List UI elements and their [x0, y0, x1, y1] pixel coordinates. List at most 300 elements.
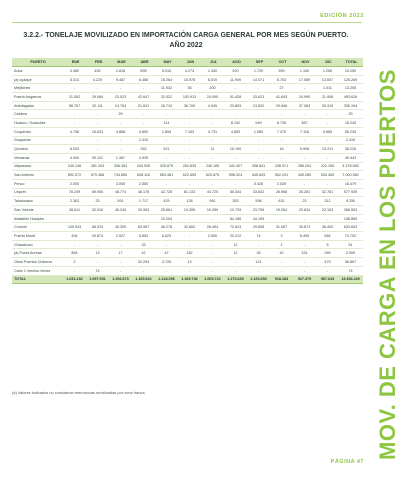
table-cell: - — [87, 179, 110, 188]
table-cell: - — [317, 136, 340, 145]
port-name-cell: Arica — [12, 67, 64, 76]
table-cell: 74 — [87, 266, 110, 275]
table-cell: 13.607 — [317, 75, 340, 84]
table-cell: 2.410 — [340, 136, 363, 145]
table-cell: - — [110, 240, 133, 249]
table-cell: 4.853 — [225, 127, 248, 136]
table-cell: 72.613 — [225, 223, 248, 232]
port-name-cell: Guayacán — [12, 136, 64, 145]
edition-label: EDICIÓN 2022 — [320, 13, 364, 19]
table-cell: - — [225, 84, 248, 93]
table-cell: 4.229 — [87, 75, 110, 84]
total-cell: 1.218.396 — [156, 275, 179, 284]
table-cell: 2 — [64, 258, 87, 267]
table-cell: - — [133, 110, 156, 119]
table-cell: 121 — [248, 258, 271, 267]
table-cell: 4.798 — [64, 127, 87, 136]
port-name-cell: Coronel — [12, 223, 64, 232]
table-cell: 352 — [133, 145, 156, 154]
port-name-cell: Penco — [12, 179, 64, 188]
table-cell: 895 — [133, 67, 156, 76]
table-cell: - — [202, 240, 225, 249]
table-cell: - — [87, 110, 110, 119]
table-cell: - — [133, 119, 156, 128]
port-name-cell: Puerto Montt — [12, 232, 64, 241]
table-row — [12, 232, 363, 241]
table-cell: - — [248, 84, 271, 93]
table-cell: 358.841 — [248, 162, 271, 171]
table-cell: 11.949 — [225, 75, 248, 84]
table-cell: 3 — [271, 232, 294, 241]
table-cell: 39.122 — [87, 153, 110, 162]
table-cell: 633.603 — [340, 223, 363, 232]
table-cell: - — [110, 119, 133, 128]
table-cell: 109.943 — [64, 223, 87, 232]
table-cell: 41.643 — [271, 93, 294, 102]
table-cell: 5.703 — [271, 75, 294, 84]
table-cell: 182 — [179, 249, 202, 258]
table-row — [12, 110, 363, 119]
table-cell: - — [202, 179, 225, 188]
table-cell: 949 — [248, 119, 271, 128]
table-cell: 367 — [294, 119, 317, 128]
table-cell: - — [225, 266, 248, 275]
table-cell: - — [271, 266, 294, 275]
table-cell: 48.774 — [110, 188, 133, 197]
table-row — [12, 127, 363, 136]
table-cell: 19.264 — [271, 206, 294, 215]
table-cell: - — [317, 179, 340, 188]
table-cell: 32.662 — [179, 223, 202, 232]
table-cell: 653.481 — [156, 171, 179, 180]
table-cell: 36.867 — [340, 258, 363, 267]
table-cell: - — [156, 266, 179, 275]
table-cell: 289 — [317, 249, 340, 258]
column-header: JUL — [202, 58, 225, 67]
table-cell: 33.903 — [133, 206, 156, 215]
table-cell: 4.000 — [64, 153, 87, 162]
table-cell: 44.720 — [202, 188, 225, 197]
table-cell: 22.163 — [317, 206, 340, 215]
table-cell: 4.274 — [179, 67, 202, 76]
table-cell: 33.623 — [248, 93, 271, 102]
table-cell: - — [64, 266, 87, 275]
table-cell: 249.146 — [64, 162, 87, 171]
table-cell: 545.625 — [248, 171, 271, 180]
table-cell: 24.250 — [340, 67, 363, 76]
table-cell: 78.249 — [64, 188, 87, 197]
table-cell: - — [110, 258, 133, 267]
table-cell: - — [64, 110, 87, 119]
table-cell: 83.967 — [133, 223, 156, 232]
table-row — [12, 171, 363, 180]
port-name-cell: Antofagasta — [12, 101, 64, 110]
table-cell: 331 — [294, 249, 317, 258]
table-cell: 2.527 — [110, 232, 133, 241]
table-cell: 74 — [340, 266, 363, 275]
table-cell: 222.155 — [317, 162, 340, 171]
table-cell: 3.726 — [156, 258, 179, 267]
table-cell: - — [110, 84, 133, 93]
table-cell: - — [202, 258, 225, 267]
table-cell: 114 — [156, 119, 179, 128]
table-cell: 32.111 — [87, 101, 110, 110]
table-cell: 325.679 — [156, 162, 179, 171]
table-cell: 243.928 — [133, 162, 156, 171]
table-title — [0, 31, 372, 51]
table-cell: - — [202, 153, 225, 162]
table-cell: 4.731 — [202, 127, 225, 136]
table-cell: 1.100 — [294, 67, 317, 76]
table-cell: - — [133, 214, 156, 223]
table-cell: 479 — [317, 258, 340, 267]
table-cell: 23.023 — [110, 93, 133, 102]
table-row — [12, 136, 363, 145]
table-cell: 6.519 — [202, 75, 225, 84]
table-cell: 2.363 — [64, 197, 87, 206]
table-cell: - — [225, 110, 248, 119]
port-name-cell: San Antonio — [12, 171, 64, 180]
table-cell: 42 — [271, 249, 294, 258]
port-name-cell: (a) Punta Arenas — [12, 249, 64, 258]
table-cell: 5.428 — [248, 179, 271, 188]
port-name-cell: Chacabuco — [12, 240, 64, 249]
table-cell: 7.118 — [294, 127, 317, 136]
table-cell: - — [317, 266, 340, 275]
table-cell: 6.623 — [156, 232, 179, 241]
table-cell: 61.133 — [179, 188, 202, 197]
column-header: MAR — [110, 58, 133, 67]
table-cell: 502.201 — [271, 171, 294, 180]
table-title-line-1: 3.2.2.- TONELAJE MOVILIZADO EN IMPORTACIÓN CARGA GENERAL POR MES SEGÚN PUERTO. — [23, 32, 349, 39]
table-cell: 4.850 — [133, 127, 156, 136]
table-row — [12, 240, 363, 249]
port-name-cell: Lirquén — [12, 188, 64, 197]
table-cell: - — [110, 136, 133, 145]
table-cell: 36.700 — [179, 101, 202, 110]
table-cell: 14.071 — [248, 75, 271, 84]
table-cell: - — [202, 214, 225, 223]
table-cell: 1 — [271, 240, 294, 249]
table-row — [12, 197, 363, 206]
port-name-cell: Otros Puertos Chilenos — [12, 258, 64, 267]
table-cell: - — [64, 214, 87, 223]
table-cell: 533.465 — [317, 171, 340, 180]
table-cell: 631 — [271, 197, 294, 206]
table-cell: - — [179, 179, 202, 188]
table-cell: 65.235 — [340, 127, 363, 136]
table-cell: 26.719 — [156, 101, 179, 110]
table-cell: - — [87, 119, 110, 128]
table-cell: 5.015 — [156, 67, 179, 76]
table-cell: - — [64, 136, 87, 145]
table-cell: - — [294, 136, 317, 145]
table-row — [12, 84, 363, 93]
table-cell: - — [87, 145, 110, 154]
column-header: OCT — [271, 58, 294, 67]
table-cell: - — [294, 240, 317, 249]
table-cell: 2.059 — [340, 249, 363, 258]
table-cell: 579.468 — [87, 171, 110, 180]
table-cell: 246.185 — [202, 162, 225, 171]
table-cell: 46.278 — [156, 223, 179, 232]
table-cell: 28 — [248, 249, 271, 258]
total-cell: 927.379 — [294, 275, 317, 284]
table-cell: 2.410 — [133, 136, 156, 145]
table-cell: 24.990 — [294, 93, 317, 102]
table-cell: - — [294, 179, 317, 188]
table-cell: 51.428 — [225, 93, 248, 102]
column-header: TOTAL — [340, 58, 363, 67]
table-row — [12, 75, 363, 84]
table-cell: - — [156, 153, 179, 162]
table-cell: 23 — [294, 197, 317, 206]
table-row — [12, 179, 363, 188]
total-cell: 1.169.746 — [179, 275, 202, 284]
table-cell: 13.211 — [317, 145, 340, 154]
table-cell: 335.194 — [340, 101, 363, 110]
table-cell: 27 — [271, 84, 294, 93]
table-cell: 49.443 — [340, 153, 363, 162]
table-cell: 103.913 — [179, 93, 202, 102]
table-cell: - — [294, 258, 317, 267]
table-cell: 342.407 — [225, 162, 248, 171]
total-cell: 918.183 — [271, 275, 294, 284]
table-cell: 1.729 — [248, 67, 271, 76]
table-cell: 3.378.983 — [340, 162, 363, 171]
table-cell: - — [156, 179, 179, 188]
table-cell: 2.818 — [110, 67, 133, 76]
table-cell: - — [179, 136, 202, 145]
table-cell: 15.633 — [87, 127, 110, 136]
table-cell: 32.022 — [156, 93, 179, 102]
table-cell: 266.553 — [340, 206, 363, 215]
table-cell: 5 — [317, 240, 340, 249]
column-header: ENE — [64, 58, 87, 67]
table-cell: 128 — [179, 197, 202, 206]
total-cell: 1.206.673 — [110, 275, 133, 284]
table-row — [12, 188, 363, 197]
port-name-cell: Huasco / Guacolda — [12, 119, 64, 128]
table-cell: 26.281 — [294, 188, 317, 197]
table-cell: - — [248, 153, 271, 162]
table-cell: 598 — [248, 197, 271, 206]
table-cell: 42.647 — [133, 93, 156, 102]
port-name-cell: Ventanas — [12, 153, 64, 162]
table-cell: 286.294 — [294, 162, 317, 171]
table-cell: 263.835 — [179, 162, 202, 171]
table-cell: 33 — [87, 197, 110, 206]
table-cell: - — [294, 214, 317, 223]
table-cell: 9.487 — [110, 75, 133, 84]
total-cell: 13.354.249 — [340, 275, 363, 284]
total-cell: 1.165.522 — [133, 275, 156, 284]
table-cell: - — [317, 110, 340, 119]
table-cell: 13.832 — [248, 101, 271, 110]
column-header: AGO — [225, 58, 248, 67]
table-row — [12, 145, 363, 154]
table-cell: - — [133, 84, 156, 93]
table-cell: 13.729 — [225, 206, 248, 215]
table-cell: - — [87, 214, 110, 223]
table-row — [12, 214, 363, 223]
table-cell: - — [225, 136, 248, 145]
table-cell: 9.250 — [340, 197, 363, 206]
table-row — [12, 153, 363, 162]
table-cell: 21.908 — [317, 93, 340, 102]
table-cell: - — [294, 110, 317, 119]
table-cell: 15.264 — [156, 75, 179, 84]
port-name-cell: Abastible Hualpén — [12, 214, 64, 223]
table-cell: 7.000.360 — [340, 171, 363, 180]
table-cell: - — [225, 179, 248, 188]
table-cell: 854 — [64, 249, 87, 258]
table-cell: 1.983 — [248, 127, 271, 136]
column-header: MAY — [156, 58, 179, 67]
table-cell: - — [225, 153, 248, 162]
total-cell: 1.097.051 — [87, 275, 110, 284]
column-header: FEB — [87, 58, 110, 67]
table-cell: 33.832 — [248, 188, 271, 197]
table-cell: 22.212 — [225, 232, 248, 241]
table-cell: 50.344 — [225, 188, 248, 197]
table-cell: 959 — [271, 67, 294, 76]
table-cell: - — [64, 119, 87, 128]
table-cell: 2.550 — [133, 179, 156, 188]
table-cell: 38.226 — [340, 145, 363, 154]
total-row — [12, 275, 363, 284]
table-cell: 744.856 — [110, 171, 133, 180]
table-cell: 44.199 — [248, 214, 271, 223]
table-cell: 453 — [87, 67, 110, 76]
table-cell: - — [202, 249, 225, 258]
table-cell: 5.853 — [133, 232, 156, 241]
table-cell: 33 — [133, 240, 156, 249]
table-cell: 47 — [156, 249, 179, 258]
table-cell: 17.089 — [294, 75, 317, 84]
table-cell: 5.669 — [317, 127, 340, 136]
table-cell: 58.757 — [64, 101, 87, 110]
table-cell: 692.572 — [64, 171, 87, 180]
table-cell: 5.908 — [294, 145, 317, 154]
port-name-cell: Coquimbo — [12, 127, 64, 136]
table-row — [12, 119, 363, 128]
table-cell: 19.289 — [202, 206, 225, 215]
table-cell: 4.935 — [133, 153, 156, 162]
table-cell: 13 — [179, 258, 202, 267]
table-cell: 48.178 — [133, 188, 156, 197]
port-name-cell: Caldera — [12, 110, 64, 119]
table-cell: 200 — [202, 84, 225, 93]
table-cell: - — [248, 266, 271, 275]
table-cell: 2.950 — [202, 232, 225, 241]
table-cell: 46.240 — [110, 206, 133, 215]
table-cell: 13 — [87, 249, 110, 258]
table-cell: - — [87, 136, 110, 145]
side-section-title: MOV. DE CARGA EN LOS PUERTOS — [375, 69, 400, 460]
table-cell: 29 — [110, 110, 133, 119]
table-cell: - — [248, 136, 271, 145]
table-cell: - — [133, 266, 156, 275]
table-row — [12, 206, 363, 215]
table-row — [12, 162, 363, 171]
table-cell: 40.309 — [110, 223, 133, 232]
table-cell: 68.033 — [87, 223, 110, 232]
table-cell: - — [156, 136, 179, 145]
column-header: SEP — [248, 58, 271, 67]
column-header: PUERTO — [12, 58, 64, 67]
table-cell: 920 — [225, 67, 248, 76]
table-cell: - — [87, 240, 110, 249]
table-cell: - — [271, 136, 294, 145]
table-cell: 6.735 — [271, 119, 294, 128]
table-row — [12, 258, 363, 267]
table-cell: 35 — [179, 84, 202, 93]
tonnage-table — [12, 58, 363, 284]
table-cell: - — [294, 153, 317, 162]
table-cell: 12 — [225, 249, 248, 258]
table-cell: 1.894 — [156, 127, 179, 136]
table-cell: 29.846 — [271, 101, 294, 110]
table-cell: 25.319 — [317, 101, 340, 110]
table-cell: 18.479 — [340, 179, 363, 188]
table-cell: - — [110, 266, 133, 275]
table-cell: - — [179, 266, 202, 275]
table-cell: 25.661 — [156, 206, 179, 215]
table-cell: - — [156, 240, 179, 249]
port-name-cell: Talcahuano — [12, 197, 64, 206]
column-header: JUN — [179, 58, 202, 67]
table-cell: 32.781 — [317, 188, 340, 197]
column-header: DIC — [317, 58, 340, 67]
table-cell: 8.132 — [225, 119, 248, 128]
table-cell: - — [202, 136, 225, 145]
table-cell: 2.000 — [64, 179, 87, 188]
table-cell: - — [202, 119, 225, 128]
table-cell: - — [248, 145, 271, 154]
table-cell: 8.003 — [64, 145, 87, 154]
table-cell: 312 — [317, 197, 340, 206]
table-cell: 29.984 — [87, 93, 110, 102]
table-cell: 429 — [156, 197, 179, 206]
port-name-cell: Quintero — [12, 145, 64, 154]
table-cell: 2.539 — [271, 179, 294, 188]
column-header: ABR — [133, 58, 156, 67]
table-cell: 74.702 — [340, 232, 363, 241]
port-name-cell: Valparaíso — [12, 162, 64, 171]
table-row — [12, 93, 363, 102]
port-name-cell: (a) Iquique — [12, 75, 64, 84]
table-cell: - — [110, 214, 133, 223]
table-cell: 28.611 — [64, 206, 87, 215]
header-row — [12, 58, 363, 67]
table-cell: 10.190 — [225, 145, 248, 154]
table-cell: 36.400 — [317, 223, 340, 232]
table-cell: 5.495 — [294, 232, 317, 241]
table-cell: - — [179, 153, 202, 162]
table-cell: 26.494 — [202, 223, 225, 232]
table-cell: 493.626 — [340, 93, 363, 102]
table-cell: 24.754 — [110, 101, 133, 110]
table-cell: 39.873 — [294, 223, 317, 232]
table-cell: 29.808 — [248, 223, 271, 232]
table-cell: - — [87, 258, 110, 267]
table-cell: 21 — [202, 145, 225, 154]
table-cell: 20.834 — [294, 206, 317, 215]
port-name-cell: Mejillones — [12, 84, 64, 93]
table-cell: 596.324 — [225, 171, 248, 180]
table-cell: 84.186 — [225, 214, 248, 223]
